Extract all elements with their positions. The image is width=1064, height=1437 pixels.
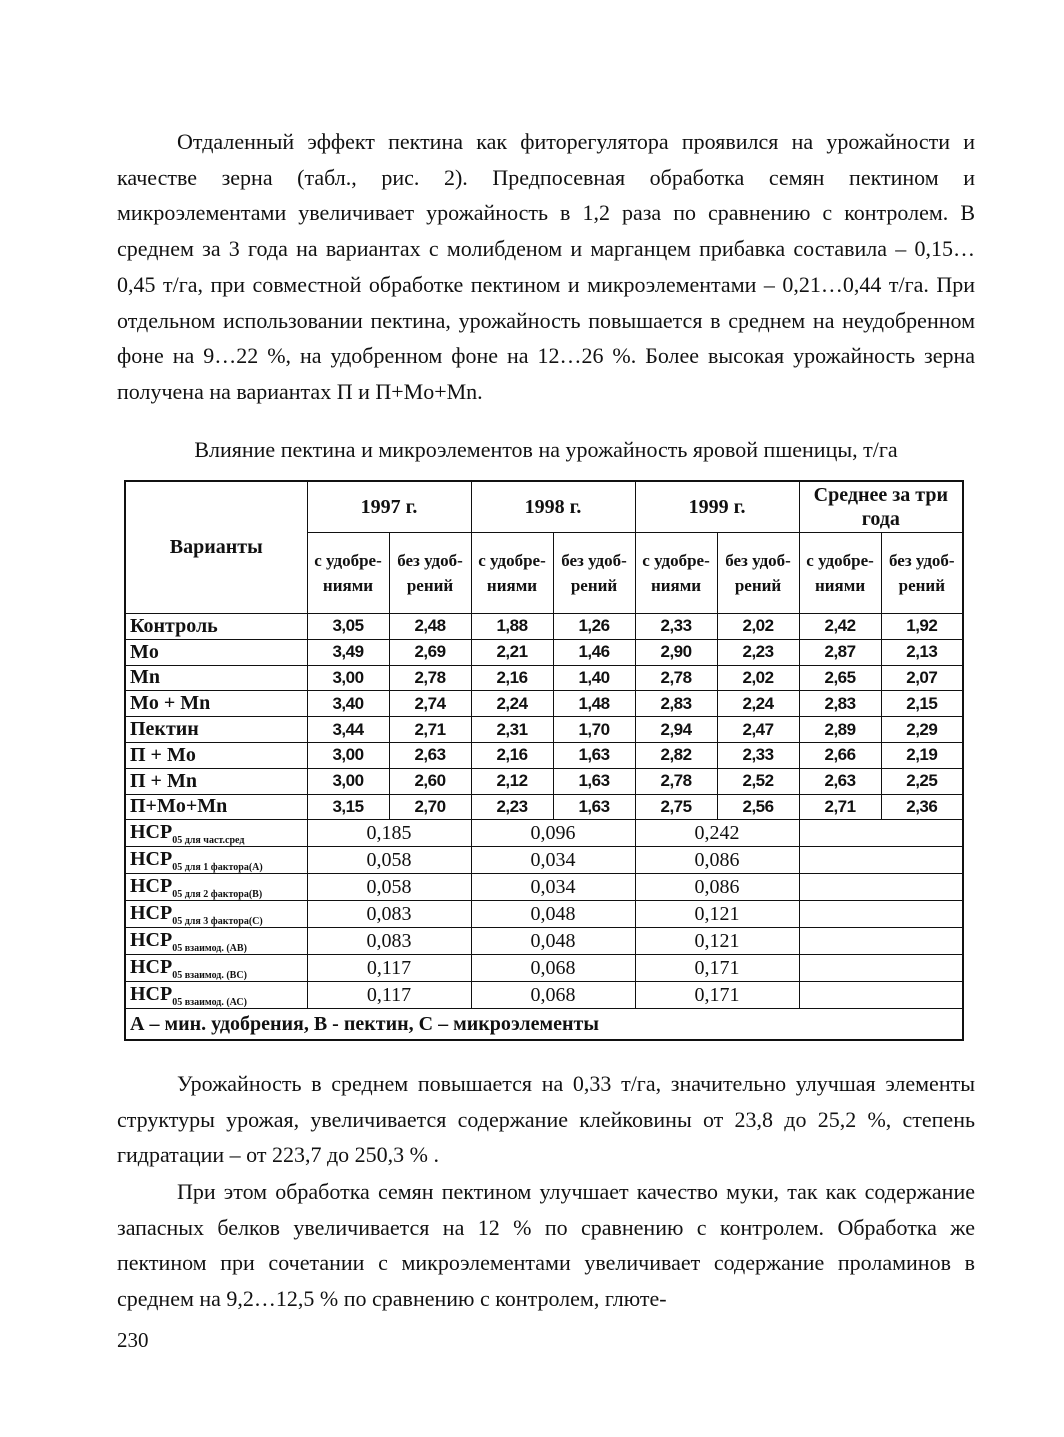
lsd-label-main: НСР	[130, 982, 173, 1005]
subheader-with-fert: с удобре-ниями	[799, 533, 881, 614]
yield-value: 1,26	[553, 614, 635, 640]
empty-cell	[799, 928, 963, 955]
table-row	[125, 614, 963, 640]
lsd-value: 0,068	[471, 955, 635, 982]
yield-value: 2,94	[635, 717, 717, 743]
header-1999: 1999 г.	[635, 481, 799, 533]
yield-value: 2,42	[799, 614, 881, 640]
lsd-row	[125, 874, 963, 901]
table-row	[125, 742, 963, 768]
lsd-row	[125, 982, 963, 1009]
variant-name: П + Mn	[125, 768, 307, 794]
yield-value: 2,83	[799, 691, 881, 717]
yield-value: 2,23	[471, 794, 553, 820]
yield-table	[124, 480, 964, 1041]
yield-value: 2,36	[881, 794, 963, 820]
yield-value: 1,48	[553, 691, 635, 717]
yield-value: 2,71	[799, 794, 881, 820]
empty-cell	[799, 982, 963, 1009]
yield-value: 2,19	[881, 742, 963, 768]
yield-value: 2,70	[389, 794, 471, 820]
lsd-value: 0,068	[471, 982, 635, 1009]
lsd-label-main: НСР	[130, 820, 173, 843]
lsd-value: 0,058	[307, 847, 471, 874]
table-note-row	[125, 1009, 963, 1041]
variant-name: П + Mo	[125, 742, 307, 768]
lsd-label-main: НСР	[130, 874, 173, 897]
lsd-row	[125, 847, 963, 874]
table-row	[125, 794, 963, 820]
yield-value: 2,89	[799, 717, 881, 743]
empty-cell	[799, 901, 963, 928]
header-average: Среднее за три года	[799, 481, 963, 533]
lsd-label	[125, 901, 307, 928]
table-row	[125, 691, 963, 717]
yield-value: 2,13	[881, 639, 963, 665]
variant-name: П+Mo+Mn	[125, 794, 307, 820]
lsd-label-sub: 05 для 3 фактора(С)	[172, 915, 263, 927]
yield-value: 2,16	[471, 665, 553, 691]
variant-name: Mn	[125, 665, 307, 691]
yield-value: 2,02	[717, 614, 799, 640]
yield-value: 2,56	[717, 794, 799, 820]
yield-value: 2,25	[881, 768, 963, 794]
header-1998: 1998 г.	[471, 481, 635, 533]
lsd-value: 0,096	[471, 820, 635, 847]
variant-name: Mo	[125, 639, 307, 665]
variant-name: Mo + Mn	[125, 691, 307, 717]
yield-value: 1,46	[553, 639, 635, 665]
subheader-with-fert: с удобре-ниями	[635, 533, 717, 614]
yield-value: 2,31	[471, 717, 553, 743]
lsd-row	[125, 820, 963, 847]
lsd-value: 0,034	[471, 847, 635, 874]
variant-name: Контроль	[125, 614, 307, 640]
yield-value: 2,78	[635, 768, 717, 794]
yield-value: 2,63	[799, 768, 881, 794]
yield-value: 2,74	[389, 691, 471, 717]
subheader-without-fert: без удоб-рений	[881, 533, 963, 614]
lsd-value: 0,171	[635, 982, 799, 1009]
yield-value: 3,00	[307, 768, 389, 794]
yield-value: 2,71	[389, 717, 471, 743]
yield-value: 2,02	[717, 665, 799, 691]
lsd-value: 0,086	[635, 847, 799, 874]
empty-cell	[799, 820, 963, 847]
table-row	[125, 639, 963, 665]
lsd-value: 0,034	[471, 874, 635, 901]
yield-value: 2,90	[635, 639, 717, 665]
subheader-without-fert: без удоб-рений	[389, 533, 471, 614]
page-number: 230	[117, 1328, 149, 1352]
lsd-row	[125, 955, 963, 982]
lsd-label	[125, 874, 307, 901]
lsd-value: 0,117	[307, 955, 471, 982]
subheader-with-fert: с удобре-ниями	[307, 533, 389, 614]
yield-value: 2,60	[389, 768, 471, 794]
header-1997: 1997 г.	[307, 481, 471, 533]
lsd-value: 0,048	[471, 928, 635, 955]
yield-value: 2,16	[471, 742, 553, 768]
table-row	[125, 665, 963, 691]
lsd-label	[125, 982, 307, 1009]
yield-value: 2,12	[471, 768, 553, 794]
paragraph-intro: Отдаленный эффект пектина как фиторегулятора проявился на урожайности и качестве зерна (табл., рис. 2). Предпосевная обработка семян пектином и микроэлементами увеличивает урожайность в 1,2 раза по сравнению с контролем. В среднем за 3 года на вариантах с молибденом и марганцем прибавка составила – 0,15…0,45 т/га, при совместной обработке пектином и микроэлементами – 0,21…0,44 т/га. При отдельном использовании пектина, урожайность повышается в среднем на неудобренном фоне на 9…22 %, на удобренном фоне на 12…26 %. Более высокая урожайность зерна получена на вариантах П и П+Mo+Mn.	[117, 129, 975, 404]
yield-value: 2,07	[881, 665, 963, 691]
lsd-label-main: НСР	[130, 955, 173, 978]
table-row	[125, 717, 963, 743]
subheader-with-fert: с удобре-ниями	[471, 533, 553, 614]
lsd-label	[125, 928, 307, 955]
yield-value: 1,63	[553, 742, 635, 768]
yield-value: 2,15	[881, 691, 963, 717]
table-caption: Влияние пектина и микроэлементов на урожайность яровой пшеницы, т/га	[194, 437, 898, 462]
lsd-row	[125, 928, 963, 955]
yield-value: 2,24	[471, 691, 553, 717]
lsd-label-sub: 05 взаимод. (АС)	[172, 996, 247, 1008]
yield-value: 2,83	[635, 691, 717, 717]
lsd-label	[125, 820, 307, 847]
yield-value: 2,63	[389, 742, 471, 768]
lsd-value: 0,185	[307, 820, 471, 847]
yield-value: 2,33	[717, 742, 799, 768]
lsd-value: 0,171	[635, 955, 799, 982]
yield-value: 3,44	[307, 717, 389, 743]
yield-value: 2,24	[717, 691, 799, 717]
yield-value: 2,52	[717, 768, 799, 794]
lsd-label-main: НСР	[130, 847, 173, 870]
lsd-label	[125, 847, 307, 874]
lsd-value: 0,117	[307, 982, 471, 1009]
yield-value: 1,88	[471, 614, 553, 640]
paragraph-quality: При этом обработка семян пектином улучшает качество муки, так как содержание запасных белков увеличивается на 12 % по сравнению с контролем. Обработка же пектином при сочетании с микроэлементами увеличивает содержание проламинов в среднем на 9,2…12,5 % по сравнению с контролем, глюте-	[117, 1179, 975, 1312]
yield-value: 2,82	[635, 742, 717, 768]
yield-value: 1,70	[553, 717, 635, 743]
yield-value: 2,47	[717, 717, 799, 743]
yield-value: 2,66	[799, 742, 881, 768]
empty-cell	[799, 955, 963, 982]
yield-value: 1,40	[553, 665, 635, 691]
lsd-label-sub: 05 для 1 фактора(А)	[172, 861, 263, 873]
lsd-label-sub: 05 взаимод. (ВС)	[172, 969, 247, 981]
subheader-without-fert: без удоб-рений	[553, 533, 635, 614]
yield-value: 1,63	[553, 794, 635, 820]
yield-value: 3,00	[307, 742, 389, 768]
yield-value: 2,21	[471, 639, 553, 665]
yield-value: 2,87	[799, 639, 881, 665]
yield-value: 2,65	[799, 665, 881, 691]
lsd-value: 0,083	[307, 901, 471, 928]
yield-value: 1,63	[553, 768, 635, 794]
table-note: А – мин. удобрения, В - пектин, С – микроэлементы	[125, 1009, 963, 1041]
yield-value: 2,33	[635, 614, 717, 640]
header-variants: Варианты	[125, 481, 307, 614]
table-row	[125, 768, 963, 794]
lsd-label-main: НСР	[130, 901, 173, 924]
lsd-value: 0,121	[635, 901, 799, 928]
lsd-label	[125, 955, 307, 982]
yield-value: 2,75	[635, 794, 717, 820]
lsd-value: 0,083	[307, 928, 471, 955]
lsd-value: 0,121	[635, 928, 799, 955]
lsd-value: 0,242	[635, 820, 799, 847]
empty-cell	[799, 847, 963, 874]
yield-value: 2,78	[635, 665, 717, 691]
yield-value: 2,69	[389, 639, 471, 665]
lsd-value: 0,058	[307, 874, 471, 901]
subheader-without-fert: без удоб-рений	[717, 533, 799, 614]
lsd-label-sub: 05 взаимод. (АВ)	[172, 942, 247, 954]
yield-value: 2,48	[389, 614, 471, 640]
yield-value: 3,00	[307, 665, 389, 691]
paragraph-yield: Урожайность в среднем повышается на 0,33 т/га, значительно улучшая элементы структуры урожая, увеличивается содержание клейковины от 23,8 до 25,2 %, степень гидратации – от 223,7 до 250,3 % .	[117, 1071, 975, 1168]
empty-cell	[799, 874, 963, 901]
yield-value: 1,92	[881, 614, 963, 640]
yield-value: 3,49	[307, 639, 389, 665]
yield-value: 2,29	[881, 717, 963, 743]
yield-value: 3,40	[307, 691, 389, 717]
yield-value: 2,78	[389, 665, 471, 691]
lsd-label-main: НСР	[130, 928, 173, 951]
lsd-row	[125, 901, 963, 928]
variant-name: Пектин	[125, 717, 307, 743]
yield-value: 3,05	[307, 614, 389, 640]
lsd-label-sub: 05 для част.сред	[172, 834, 245, 846]
yield-value: 2,23	[717, 639, 799, 665]
lsd-value: 0,048	[471, 901, 635, 928]
lsd-label-sub: 05 для 2 фактора(В)	[172, 888, 263, 900]
yield-value: 3,15	[307, 794, 389, 820]
lsd-value: 0,086	[635, 874, 799, 901]
